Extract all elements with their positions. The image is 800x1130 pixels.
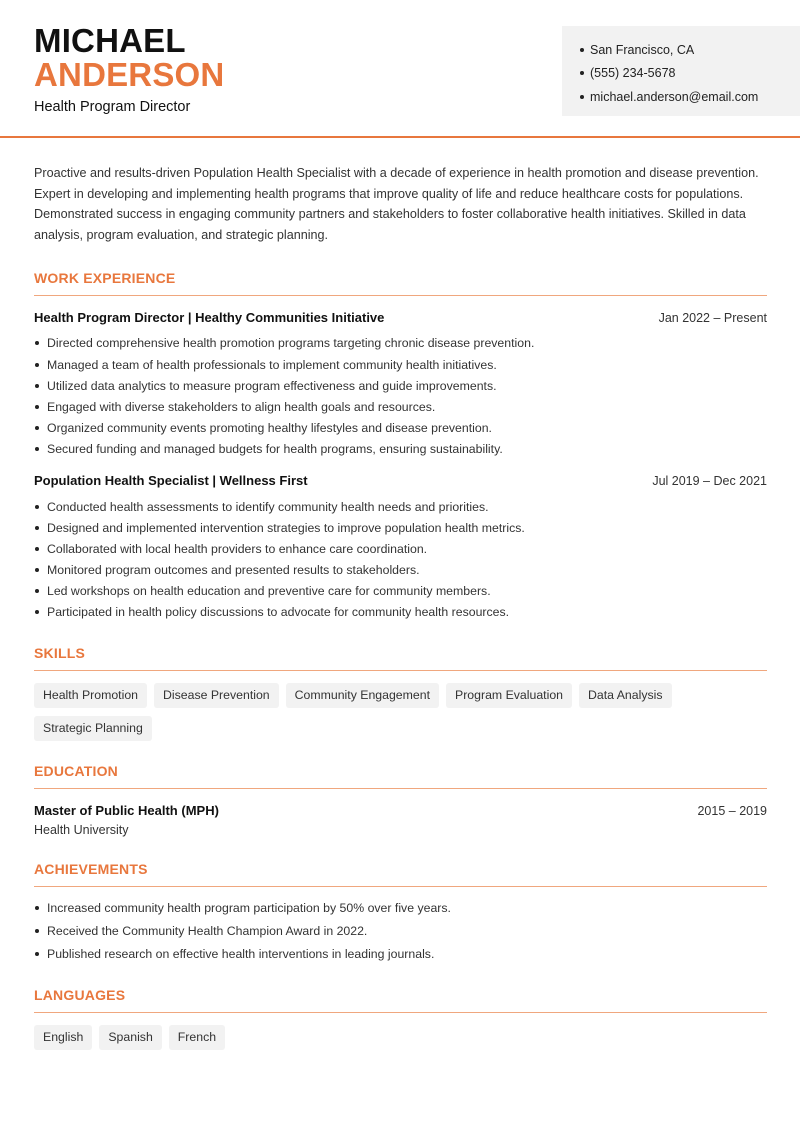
bullet-icon xyxy=(35,547,39,551)
resume-body xyxy=(34,163,767,1050)
first-name: MICHAEL xyxy=(34,22,186,59)
list-item xyxy=(34,560,767,581)
language-tag: Spanish xyxy=(99,1025,161,1050)
list-item xyxy=(34,396,767,417)
headline-title: Health Program Director xyxy=(34,99,191,115)
last-name: ANDERSON xyxy=(34,56,225,93)
list-item-text: Directed comprehensive health promotion programs targeting chronic disease prevention. xyxy=(47,336,535,351)
skill-tag: Community Engagement xyxy=(286,683,439,708)
list-item xyxy=(34,942,767,965)
job-title: Population Health Specialist | Wellness First xyxy=(34,472,308,488)
list-item-text: Designed and implemented intervention strategies to improve population health metrics. xyxy=(47,520,525,535)
contact-phone xyxy=(580,62,800,86)
bullet-icon xyxy=(35,589,39,593)
list-item xyxy=(34,538,767,559)
bullet-icon xyxy=(35,426,39,430)
list-item-text: Led workshops on health education and preventive care for community members. xyxy=(47,584,491,599)
list-item xyxy=(34,897,767,920)
contact-location-text: San Francisco, CA xyxy=(590,42,695,57)
bullet-icon xyxy=(35,610,39,614)
skill-tag: Strategic Planning xyxy=(34,716,152,741)
bullet-icon xyxy=(35,363,39,367)
list-item-text: Collaborated with local health providers to enhance care coordination. xyxy=(47,541,428,556)
resume-header xyxy=(0,0,800,138)
list-item-text: Managed a team of health professionals to implement community health initiatives. xyxy=(47,357,497,372)
bullet-icon xyxy=(35,341,39,345)
bullet-icon xyxy=(580,48,584,52)
list-item-text: Monitored program outcomes and presented results to stakeholders. xyxy=(47,563,420,578)
bullet-icon xyxy=(35,906,39,910)
contact-location xyxy=(580,38,800,62)
list-item-text: Participated in health policy discussions to advocate for community health resources. xyxy=(47,605,510,620)
work-experience-heading: WORK EXPERIENCE xyxy=(34,270,767,296)
job-dates: Jul 2019 – Dec 2021 xyxy=(652,473,767,488)
bullet-icon xyxy=(35,952,39,956)
bullet-icon xyxy=(35,384,39,388)
education-header xyxy=(34,803,767,818)
list-item xyxy=(34,439,767,460)
list-item xyxy=(34,581,767,602)
job-header xyxy=(34,473,767,488)
job-bullet-list xyxy=(34,496,767,623)
contact-email xyxy=(580,85,800,109)
list-item-text: Utilized data analytics to measure program effectiveness and guide improvements. xyxy=(47,378,497,393)
bullet-icon xyxy=(35,447,39,451)
job-title: Health Program Director | Healthy Communities Initiative xyxy=(34,309,385,325)
list-item xyxy=(34,920,767,943)
list-item xyxy=(34,354,767,375)
contact-box xyxy=(562,26,800,116)
list-item-text: Conducted health assessments to identify community health needs and priorities. xyxy=(47,499,489,514)
school-name: Health University xyxy=(34,823,129,838)
list-item-text: Organized community events promoting healthy lifestyles and disease prevention. xyxy=(47,421,492,436)
skill-tag: Data Analysis xyxy=(579,683,672,708)
list-item-text: Received the Community Health Champion Award in 2022. xyxy=(47,924,368,939)
job-bullet-list xyxy=(34,333,767,460)
list-item xyxy=(34,602,767,623)
bullet-icon xyxy=(35,929,39,933)
list-item xyxy=(34,418,767,439)
education-heading: EDUCATION xyxy=(34,763,767,789)
skills-heading: SKILLS xyxy=(34,645,767,671)
contact-email-text: michael.anderson@email.com xyxy=(590,89,759,104)
skill-tag: Disease Prevention xyxy=(154,683,279,708)
list-item xyxy=(34,517,767,538)
skill-tag: Health Promotion xyxy=(34,683,147,708)
language-tag: English xyxy=(34,1025,92,1050)
bullet-icon xyxy=(35,568,39,572)
list-item-text: Engaged with diverse stakeholders to align health goals and resources. xyxy=(47,399,436,414)
languages-heading: LANGUAGES xyxy=(34,987,767,1013)
summary-paragraph: Proactive and results-driven Population Health Specialist with a decade of experience in health promotion and disease prevention. Expert in developing and implementing health programs that improve quality of life and reduce healthcare costs for populations. Demonstrated success in engaging community partners and stakeholders to foster collaborative health initiatives. Skilled in data analysis, program evaluation, and strategic planning. xyxy=(34,166,759,243)
candidate-name xyxy=(34,24,224,92)
skills-list xyxy=(34,683,767,741)
languages-list xyxy=(34,1025,767,1050)
bullet-icon xyxy=(35,505,39,509)
degree-title: Master of Public Health (MPH) xyxy=(34,803,219,819)
contact-phone-text: (555) 234-5678 xyxy=(590,66,676,81)
achievements-list xyxy=(34,897,767,965)
education-dates: 2015 – 2019 xyxy=(697,804,767,819)
list-item-text: Published research on effective health interventions in leading journals. xyxy=(47,946,435,961)
bullet-icon xyxy=(35,405,39,409)
bullet-icon xyxy=(35,526,39,530)
list-item-text: Increased community health program participation by 50% over five years. xyxy=(47,901,451,916)
achievements-heading: ACHIEVEMENTS xyxy=(34,861,767,887)
bullet-icon xyxy=(580,95,584,99)
list-item-text: Secured funding and managed budgets for health programs, ensuring sustainability. xyxy=(47,442,503,457)
list-item xyxy=(34,333,767,354)
job-dates: Jan 2022 – Present xyxy=(658,310,767,325)
bullet-icon xyxy=(580,71,584,75)
skill-tag: Program Evaluation xyxy=(446,683,572,708)
list-item xyxy=(34,496,767,517)
job-header xyxy=(34,310,767,325)
list-item xyxy=(34,375,767,396)
language-tag: French xyxy=(169,1025,225,1050)
